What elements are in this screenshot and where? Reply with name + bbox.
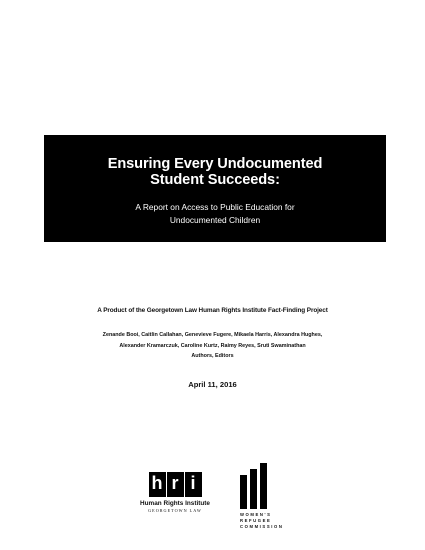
title-line-1: Ensuring Every Undocumented bbox=[107, 156, 323, 172]
wrc-line-2: REFUGEE bbox=[240, 518, 272, 523]
womens-refugee-commission-logo bbox=[240, 463, 284, 535]
wrc-wordmark bbox=[240, 512, 284, 530]
authors-line-2: Alexander Kramarczuk, Caroline Kurtz, Raimy Reyes, Sruti Swaminathan bbox=[119, 342, 306, 349]
authors-role: Authors, Editors bbox=[191, 353, 234, 359]
publication-date: April 11, 2016 bbox=[188, 380, 237, 389]
report-title bbox=[44, 135, 386, 188]
hri-letter-r: r bbox=[167, 472, 184, 497]
hri-letter-i: i bbox=[185, 472, 202, 497]
hri-logo-mark bbox=[132, 472, 218, 497]
wrc-line-1: WOMEN'S bbox=[240, 512, 272, 517]
wrc-bar bbox=[240, 475, 247, 509]
wrc-bars-icon bbox=[240, 463, 276, 509]
hri-letter-h: h bbox=[149, 472, 166, 497]
title-banner bbox=[44, 135, 386, 242]
hri-subtitle: GEORGETOWN LAW bbox=[148, 508, 202, 513]
authors-line-1: Zenande Booi, Caitlin Callahan, Genevieve Fugere, Mikaela Harris, Alexandra Hughes, bbox=[102, 332, 323, 338]
wrc-line-3: COMMISSION bbox=[240, 524, 284, 529]
report-subtitle bbox=[44, 201, 386, 227]
wrc-bar bbox=[250, 469, 257, 509]
wrc-bar bbox=[260, 463, 267, 509]
subtitle-line-1: A Report on Access to Public Education for bbox=[135, 202, 295, 212]
subtitle-line-2: Undocumented Children bbox=[169, 215, 261, 225]
authors-block bbox=[60, 330, 365, 362]
hri-logo bbox=[132, 472, 218, 528]
project-line: A Product of the Georgetown Law Human Rights Institute Fact-Finding Project bbox=[97, 307, 328, 314]
hri-name: Human Rights Institute bbox=[140, 500, 210, 507]
title-line-2: Student Succeeds: bbox=[150, 172, 280, 188]
